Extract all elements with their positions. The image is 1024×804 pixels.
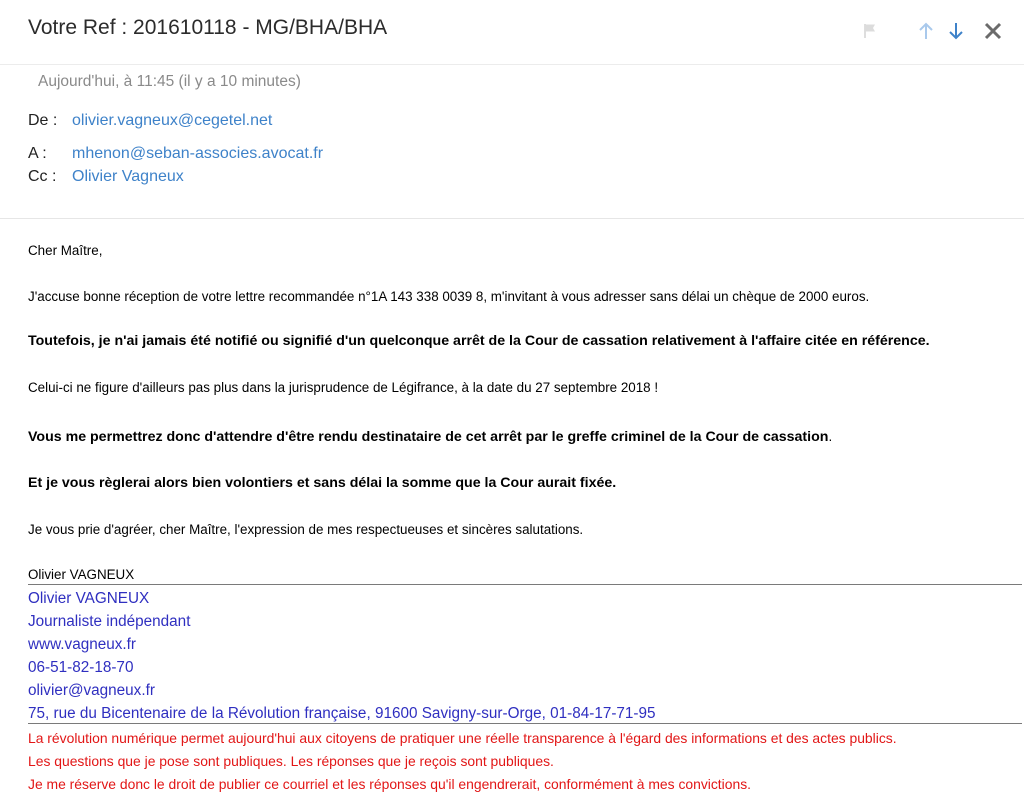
body-paragraph-4-tail: .	[828, 429, 833, 444]
from-row	[28, 112, 272, 130]
body-paragraph-1: J'accuse bonne réception de votre lettre recommandée n°1A 143 338 0039 8, m'invitant à vous adresser sans délai un chèque de 2000 euros.	[28, 289, 870, 304]
body-paragraph-3: Celui-ci ne figure d'ailleurs pas plus dans la jurisprudence de Légifrance, à la date du 27 septembre 2018 !	[28, 380, 659, 395]
disclaimer-line-2: Les questions que je pose sont publiques. Les réponses que je reçois sont publiques.	[28, 753, 554, 769]
cc-address[interactable]: Olivier Vagneux	[72, 168, 184, 185]
cc-row	[28, 168, 184, 186]
header-divider	[0, 218, 1024, 219]
to-row	[28, 145, 323, 163]
signature-website[interactable]: www.vagneux.fr	[28, 636, 136, 653]
cc-label: Cc :	[28, 168, 57, 185]
message-subject: Votre Ref : 201610118 - MG/BHA/BHA	[28, 16, 388, 39]
signoff: Olivier VAGNEUX	[28, 567, 135, 582]
from-address[interactable]: olivier.vagneux@cegetel.net	[72, 112, 273, 129]
body-paragraph-2: Toutefois, je n'ai jamais été notifié ou signifié d'un quelconque arrêt de la Cour de cassation relativement à l'affaire citée en référence.	[28, 333, 930, 349]
disclaimer-line-1: La révolution numérique permet aujourd'hui aux citoyens de pratiquer une réelle transparence à l'égard des informations et des actes publics.	[28, 730, 897, 746]
message-date: Aujourd'hui, à 11:45 (il y a 10 minutes)	[38, 73, 301, 90]
arrow-down-icon[interactable]	[944, 19, 968, 43]
from-label: De :	[28, 112, 58, 129]
flag-icon[interactable]	[858, 19, 882, 43]
signature-divider-top	[28, 584, 1022, 585]
body-paragraph-5: Et je vous règlerai alors bien volontiers et sans délai la somme que la Cour aurait fixée.	[28, 475, 617, 491]
body-paragraph-6: Je vous prie d'agréer, cher Maître, l'expression de mes respectueuses et sincères salutations.	[28, 522, 584, 537]
disclaimer-line-3: Je me réserve donc le droit de publier ce courriel et les réponses qu'il engendrerait, conformément à mes convictions.	[28, 776, 752, 792]
signature-title: Journaliste indépendant	[28, 613, 191, 630]
to-address[interactable]: mhenon@seban-associes.avocat.fr	[72, 145, 324, 162]
body-paragraph-4-bold: Vous me permettrez donc d'attendre d'être rendu destinataire de cet arrêt par le greffe criminel de la Cour de cassation	[28, 429, 829, 445]
signature-email[interactable]: olivier@vagneux.fr	[28, 682, 155, 699]
close-icon[interactable]	[981, 19, 1005, 43]
signature-phone: 06-51-82-18-70	[28, 659, 134, 676]
arrow-up-icon[interactable]	[914, 19, 938, 43]
signature-name: Olivier VAGNEUX	[28, 590, 150, 607]
signature-address: 75, rue du Bicentenaire de la Révolution française, 91600 Savigny-sur-Orge, 01-84-17-71-95	[28, 705, 656, 722]
signature-divider-bottom	[28, 723, 1022, 724]
body-paragraph-4	[28, 429, 832, 445]
message-header	[0, 0, 1024, 65]
greeting: Cher Maître,	[28, 243, 103, 258]
to-label: A :	[28, 145, 47, 162]
